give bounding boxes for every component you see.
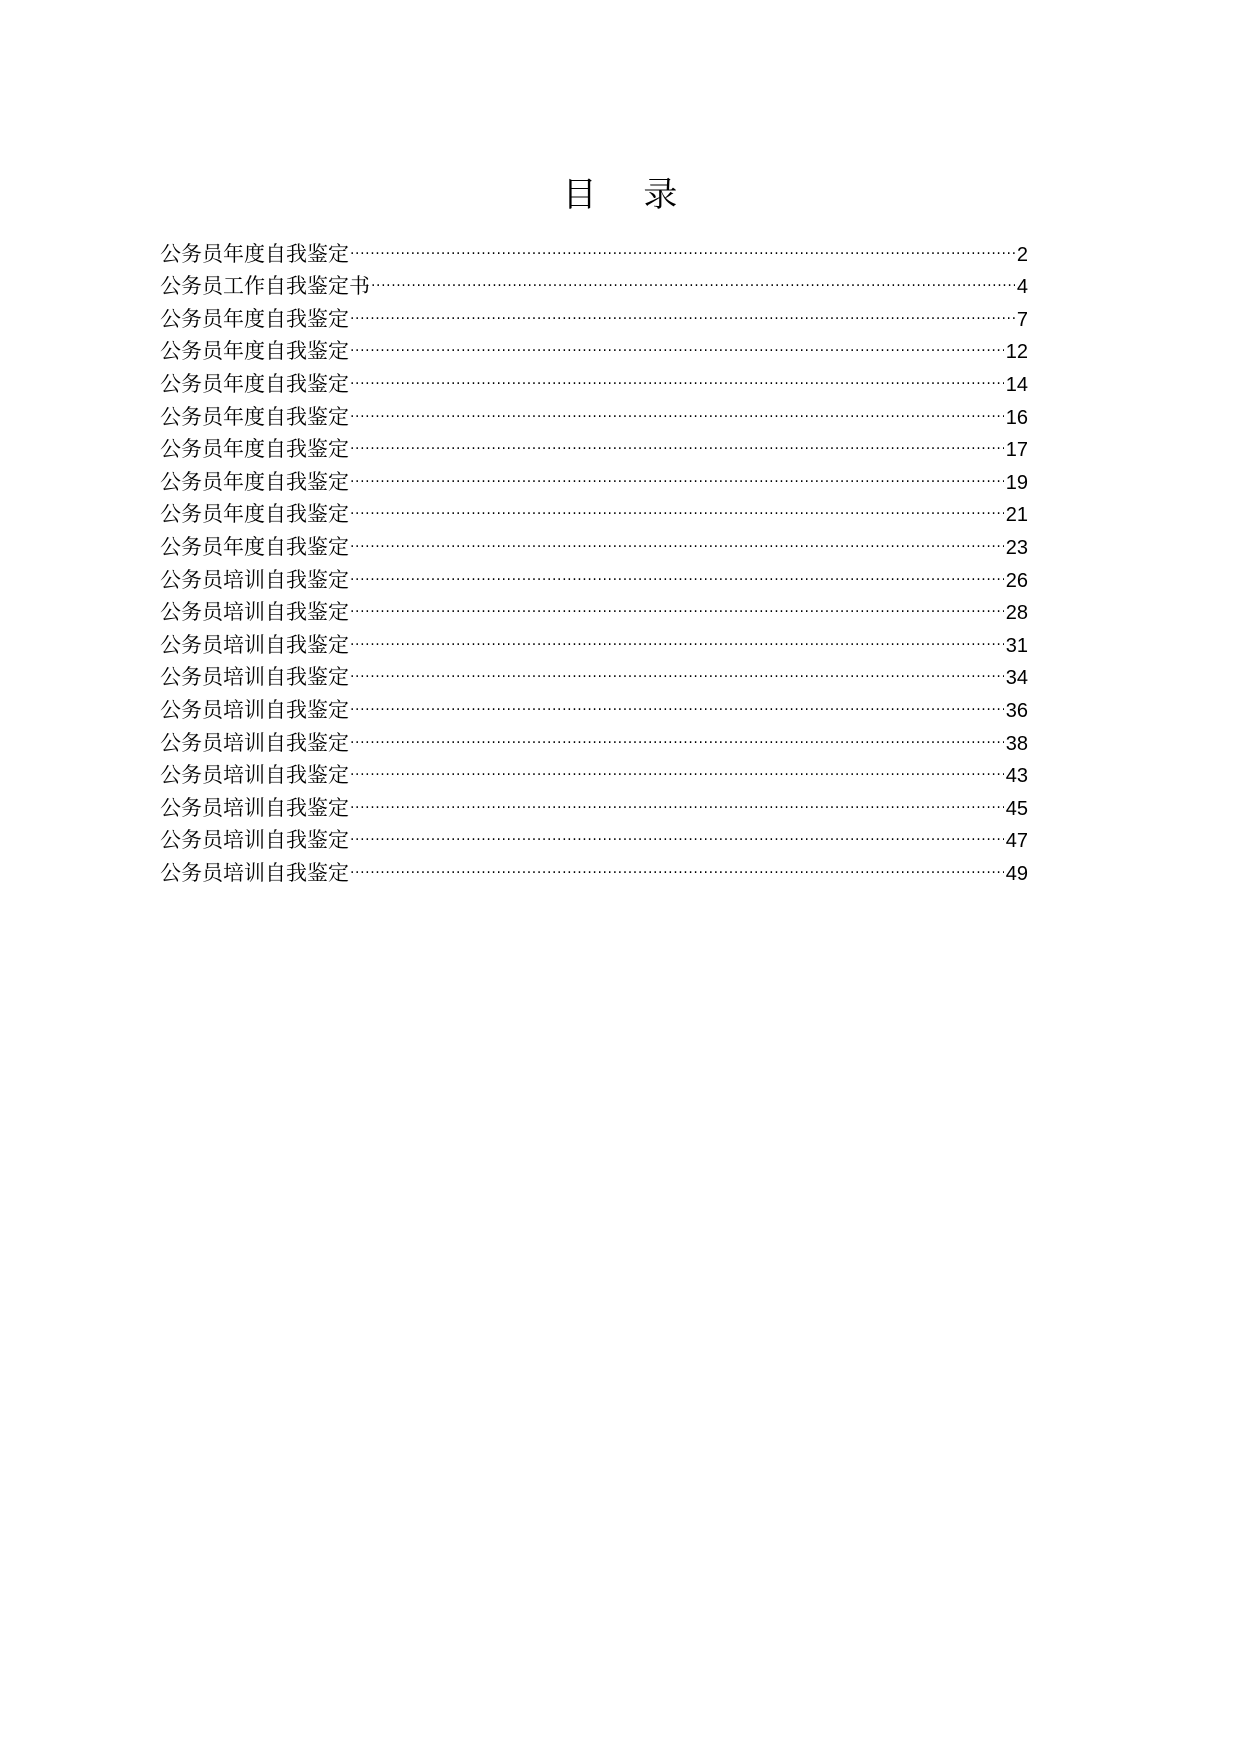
- toc-entry-label: 公务员培训自我鉴定: [160, 730, 349, 755]
- toc-dot-leader: [350, 652, 1004, 685]
- toc-entry-label: 公务员培训自我鉴定: [160, 600, 349, 625]
- toc-entry-label: 公务员年度自我鉴定: [160, 404, 349, 429]
- toc-dot-leader: [350, 358, 1004, 391]
- toc-dot-leader: [350, 456, 1004, 489]
- toc-entry-label: 公务员年度自我鉴定: [160, 306, 349, 331]
- toc-list: [160, 228, 1028, 885]
- toc-entry-label: 公务员培训自我鉴定: [160, 697, 349, 722]
- toc-title: 目 录: [562, 175, 696, 215]
- toc-entry-label: 公务员工作自我鉴定书: [160, 274, 370, 299]
- toc-dot-leader: [350, 326, 1004, 359]
- toc-entry-page-number: 45: [1005, 797, 1028, 820]
- toc-entry-label: 公务员培训自我鉴定: [160, 828, 349, 853]
- toc-dot-leader: [350, 750, 1004, 783]
- toc-entry-label: 公务员年度自我鉴定: [160, 241, 349, 266]
- toc-entry-page-number: 21: [1005, 504, 1028, 527]
- toc-entry-page-number: 14: [1005, 373, 1028, 396]
- toc-entry-label: 公务员年度自我鉴定: [160, 339, 349, 364]
- toc-entry-label: 公务员培训自我鉴定: [160, 795, 349, 820]
- toc-entry[interactable]: [160, 228, 1028, 266]
- toc-entry-label: 公务员年度自我鉴定: [160, 502, 349, 527]
- toc-entry-page-number: 7: [1016, 308, 1028, 331]
- toc-entry-label: 公务员培训自我鉴定: [160, 665, 349, 690]
- toc-dot-leader: [371, 261, 1015, 294]
- toc-entry-page-number: 36: [1005, 699, 1028, 722]
- toc-entry-label: 公务员年度自我鉴定: [160, 371, 349, 396]
- toc-dot-leader: [350, 391, 1004, 424]
- toc-entry-page-number: 38: [1005, 732, 1028, 755]
- toc-entry-page-number: 49: [1005, 862, 1028, 885]
- toc-dot-leader: [350, 684, 1004, 717]
- toc-entry-page-number: 34: [1005, 667, 1028, 690]
- toc-dot-leader: [350, 847, 1004, 880]
- toc-entry-page-number: 2: [1016, 243, 1028, 266]
- toc-dot-leader: [350, 228, 1015, 261]
- toc-entry-page-number: 12: [1005, 341, 1028, 364]
- toc-entry-page-number: 4: [1016, 276, 1028, 299]
- toc-entry-label: 公务员培训自我鉴定: [160, 763, 349, 788]
- toc-dot-leader: [350, 424, 1004, 457]
- toc-dot-leader: [350, 619, 1004, 652]
- toc-entry-page-number: 16: [1005, 406, 1028, 429]
- toc-entry-page-number: 23: [1005, 536, 1028, 559]
- toc-entry-page-number: 17: [1005, 439, 1028, 462]
- toc-dot-leader: [350, 717, 1004, 750]
- toc-entry-label: 公务员年度自我鉴定: [160, 469, 349, 494]
- toc-entry-page-number: 43: [1005, 765, 1028, 788]
- toc-dot-leader: [350, 782, 1004, 815]
- toc-entry-label: 公务员培训自我鉴定: [160, 567, 349, 592]
- toc-dot-leader: [350, 815, 1004, 848]
- toc-entry-page-number: 28: [1005, 602, 1028, 625]
- toc-dot-leader: [350, 587, 1004, 620]
- toc-dot-leader: [350, 293, 1015, 326]
- toc-entry-page-number: 47: [1005, 830, 1028, 853]
- toc-dot-leader: [350, 489, 1004, 522]
- toc-entry-label: 公务员培训自我鉴定: [160, 632, 349, 657]
- toc-entry-page-number: 26: [1005, 569, 1028, 592]
- toc-entry-label: 公务员年度自我鉴定: [160, 437, 349, 462]
- toc-entry-label: 公务员培训自我鉴定: [160, 860, 349, 885]
- toc-dot-leader: [350, 521, 1004, 554]
- toc-entry-page-number: 31: [1005, 634, 1028, 657]
- toc-entry-page-number: 19: [1005, 471, 1028, 494]
- toc-dot-leader: [350, 554, 1004, 587]
- toc-entry-label: 公务员年度自我鉴定: [160, 534, 349, 559]
